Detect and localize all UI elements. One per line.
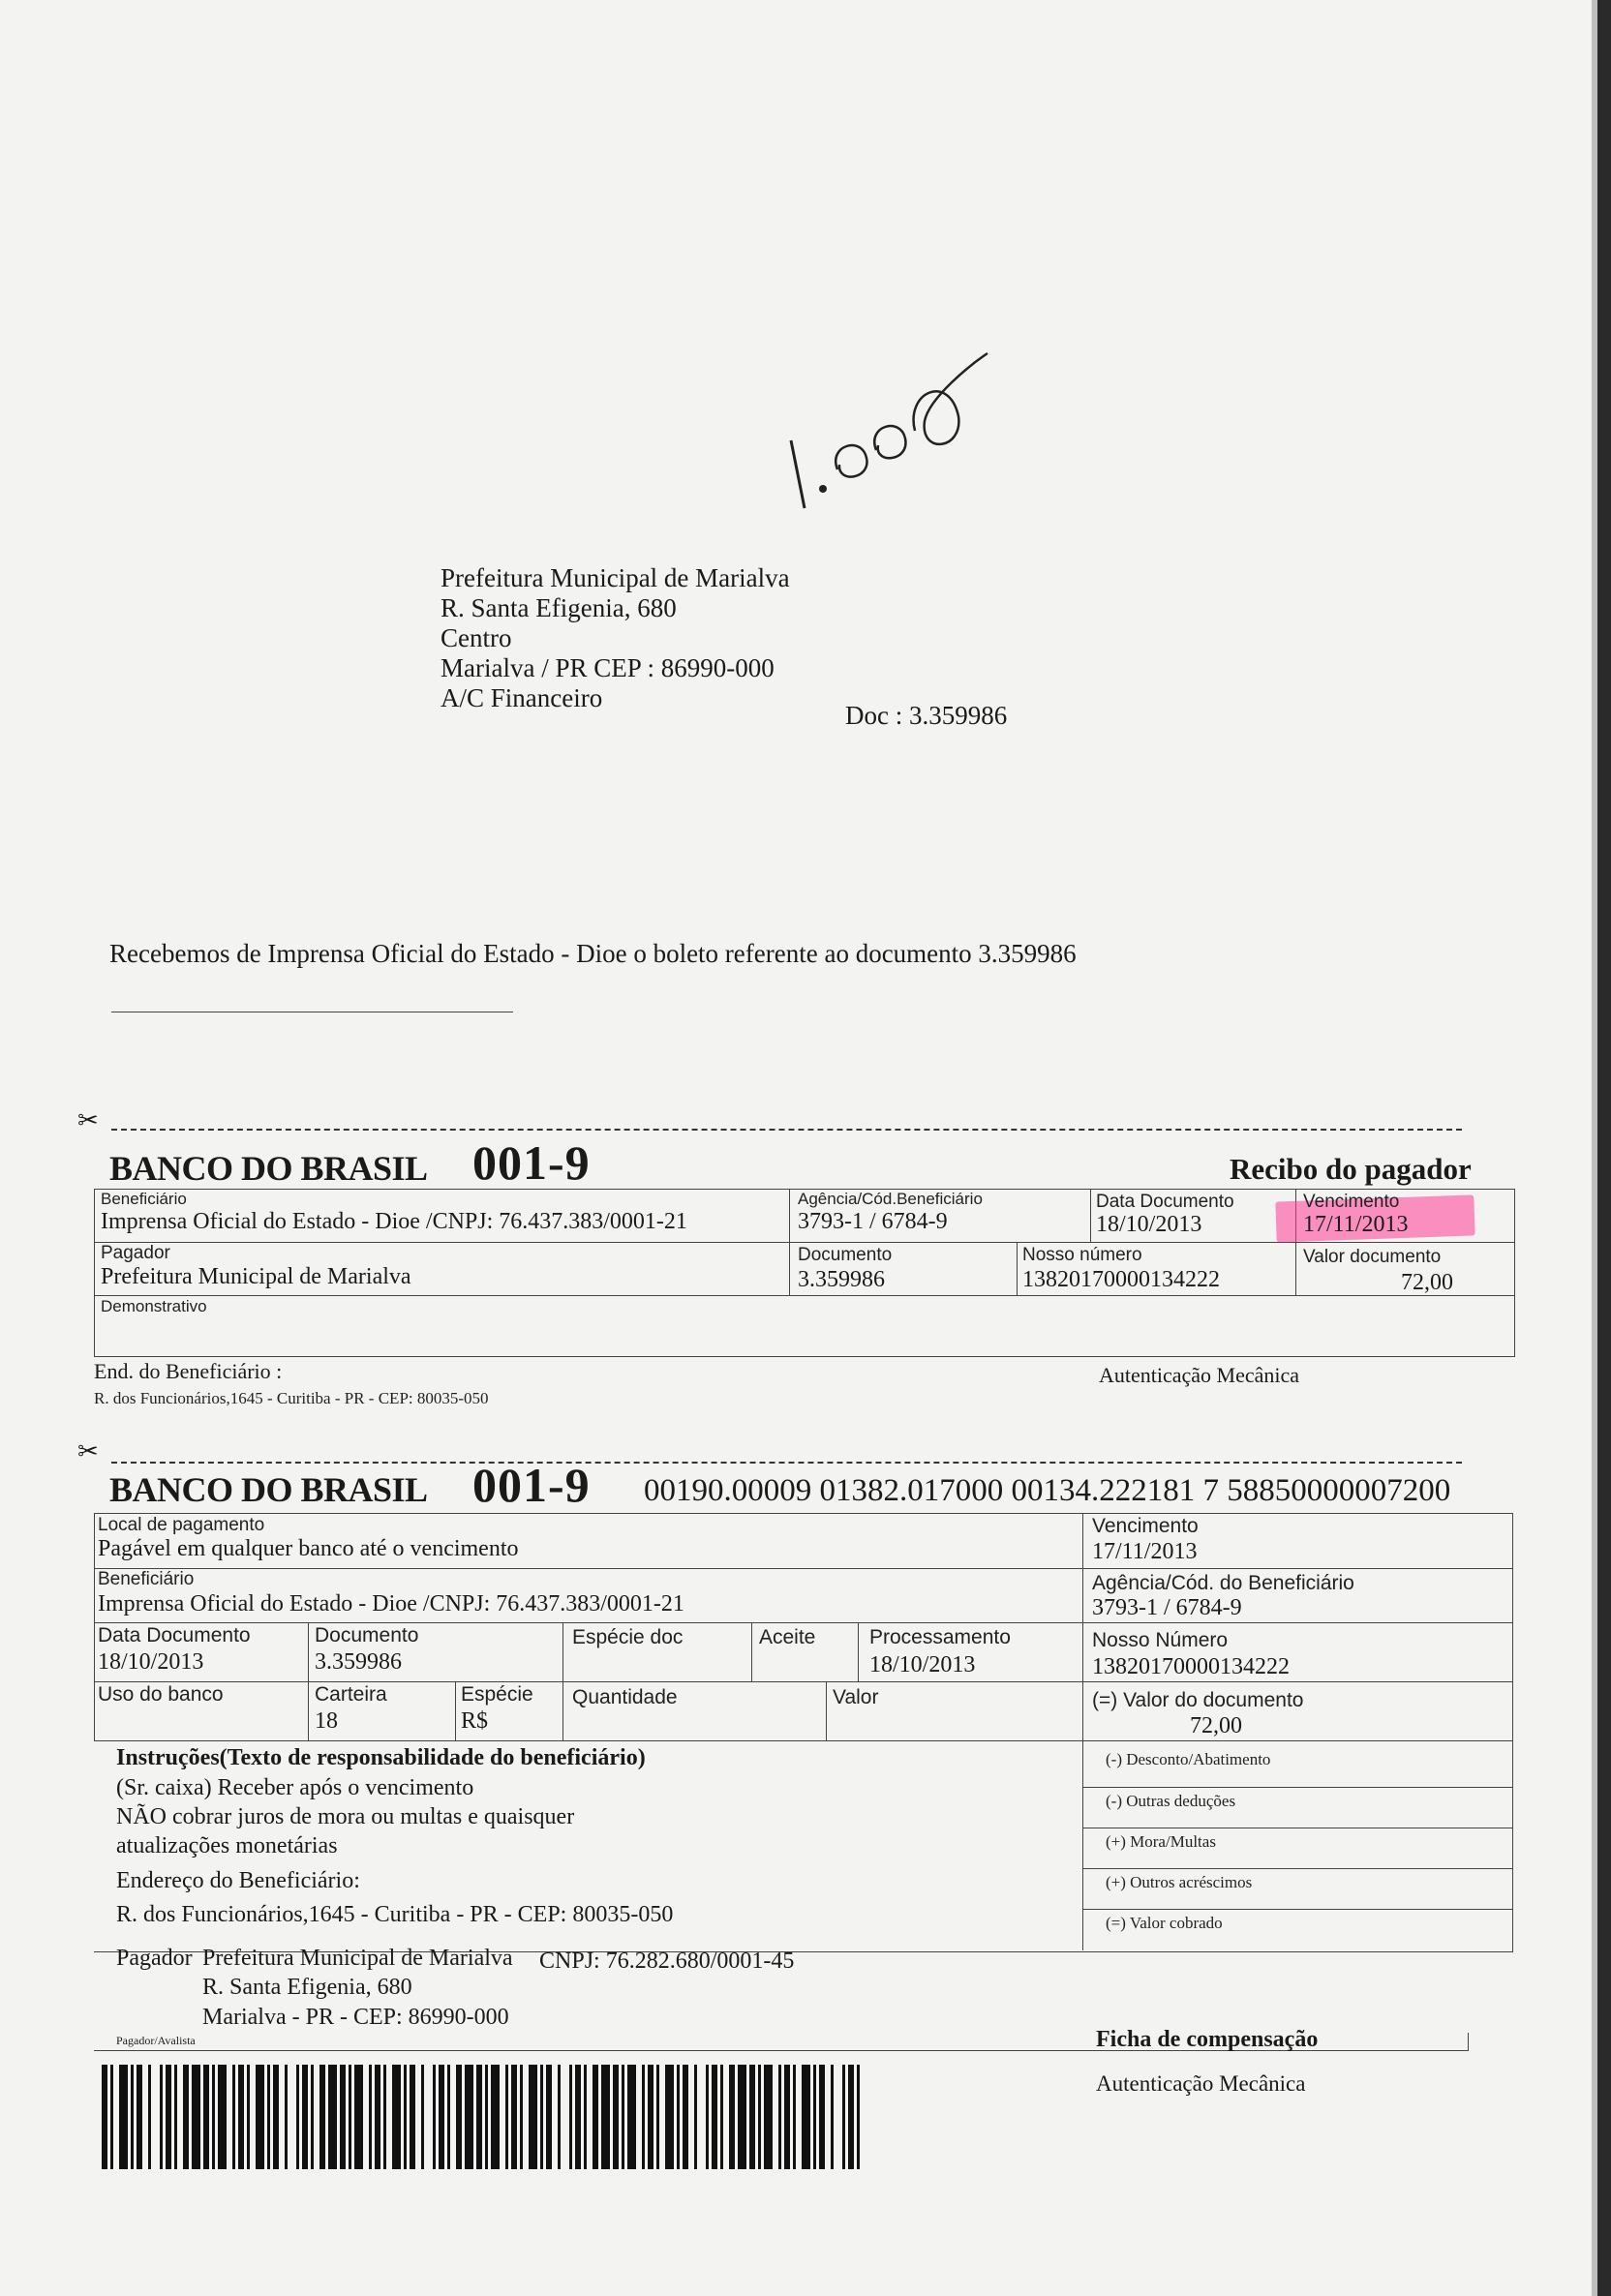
col-line [1082,1513,1083,1950]
barcode-bar [288,2065,296,2169]
pagador-addr: Marialva - PR - CEP: 86990-000 [202,2005,509,2030]
local-pagamento-value: Pagável em qualquer banco até o vencimento [98,1536,519,1561]
autenticacao-mecanica: Autenticação Mecânica [1099,1363,1300,1387]
cut-line [111,1129,1462,1131]
receipt-statement: Recebemos de Imprensa Oficial do Estado - Dioe o boleto referente ao documento 3.359986 [109,939,1077,968]
pagador-label: Pagador [101,1243,170,1263]
scan-edge [1597,0,1611,2296]
row-line [1082,1568,1513,1569]
pagador-cnpj: CNPJ: 76.282.680/0001-45 [539,1949,795,1974]
avalista-label: Pagador/Avalista [116,2034,196,2047]
barcode-bar [561,2065,569,2169]
barcode-bar [151,2065,160,2169]
beneficiario-value: Imprensa Oficial do Estado - Dioe /CNPJ: 76.437.383/0001-21 [98,1591,684,1616]
barcode-bar [601,2065,610,2169]
pagador-label: Pagador [116,1946,193,1971]
end-beneficiario-label: End. do Beneficiário : [94,1359,283,1383]
documento-value: 3.359986 [798,1267,885,1292]
row-line [1082,1868,1513,1869]
valor-doc-label: Valor documento [1303,1247,1442,1267]
especie-label: Espécie [461,1683,533,1706]
data-doc-label: Data Documento [1096,1192,1234,1212]
valor-doc-value: 72,00 [1401,1270,1453,1295]
nosso-numero-value: 13820170000134222 [1092,1654,1290,1679]
processamento-label: Processamento [869,1626,1011,1648]
barcode-bar [424,2065,433,2169]
vencimento-label: Vencimento [1092,1515,1199,1537]
autenticacao-mecanica: Autenticação Mecânica [1096,2071,1306,2096]
barcode-bar [218,2065,227,2169]
barcode-bar [328,2065,337,2169]
row-line [94,1568,1082,1569]
row-line [1082,1909,1513,1910]
cut-line [111,1462,1462,1464]
barcode-bar [529,2065,537,2169]
col-line [858,1622,859,1681]
end-beneficiario-value: R. dos Funcionários,1645 - Curitiba - PR - CEP: 80035-050 [94,1389,489,1407]
barcode-bar [354,2065,363,2169]
row-line [1082,1681,1513,1682]
col-line [455,1681,456,1740]
valor-doc-value: 72,00 [1190,1713,1242,1738]
barcode-bar [627,2065,636,2169]
barcode-bar [834,2065,842,2169]
quantidade-label: Quantidade [572,1686,678,1708]
barcode-bar [192,2065,200,2169]
valor-cobrado-label: (=) Valor cobrado [1106,1914,1223,1932]
beneficiario-label: Beneficiário [98,1569,195,1589]
outros-acrescimos-label: (+) Outros acréscimos [1106,1873,1253,1891]
especie-doc-label: Espécie doc [572,1626,684,1648]
bank-code: 001-9 [472,1458,591,1512]
addressee-line: Marialva / PR CEP : 86990-000 [441,653,775,682]
addressee-block [441,563,790,713]
row-line [1082,1787,1513,1788]
row-line [1082,1622,1513,1623]
ficha-compensacao-label: Ficha de compensação [1096,2027,1319,2052]
barcode-bar [256,2065,264,2169]
carteira-value: 18 [315,1708,338,1734]
aceite-label: Aceite [759,1626,816,1648]
pagador-value: Prefeitura Municipal de Marialva [101,1264,411,1289]
documento-label: Documento [798,1245,893,1265]
vencimento-value: 17/11/2013 [1092,1539,1198,1564]
beneficiario-value: Imprensa Oficial do Estado - Dioe /CNPJ: 76.437.383/0001-21 [101,1209,687,1234]
row-line [94,1242,1514,1243]
barcode-bar [465,2065,473,2169]
recibo-title: Recibo do pagador [1230,1152,1472,1186]
agencia-label: Agência/Cód.Beneficiário [798,1190,983,1208]
col-line [1090,1189,1091,1242]
bank-name: BANCO DO BRASIL [109,1470,428,1509]
agencia-value: 3793-1 / 6784-9 [798,1209,948,1234]
avalista-tick [1468,2033,1469,2050]
valor-label: Valor [833,1686,879,1708]
barcode-bar [491,2065,500,2169]
doc-number: Doc : 3.359986 [845,701,1008,730]
col-line [826,1681,827,1740]
addressee-line: R. Santa Efigenia, 680 [441,593,677,622]
barcode-bar [764,2065,773,2169]
bank-name: BANCO DO BRASIL [109,1149,428,1188]
barcode-bar [802,2065,810,2169]
processamento-value: 18/10/2013 [869,1652,976,1677]
barcode [102,2065,859,2169]
barcode-bar [119,2065,128,2169]
row-line [94,1681,1082,1682]
linha-digitavel: 00190.00009 01382.017000 00134.222181 7 58850000007200 [644,1473,1451,1508]
barcode-bar [697,2065,706,2169]
desconto-label: (-) Desconto/Abatimento [1106,1750,1271,1768]
col-line [562,1622,563,1740]
nosso-numero-label: Nosso Número [1092,1629,1229,1651]
col-line [751,1622,752,1681]
local-pagamento-label: Local de pagamento [98,1515,265,1535]
nosso-numero-value: 13820170000134222 [1022,1267,1220,1292]
handwritten-mark [779,344,1012,513]
barcode-bar [392,2065,401,2169]
vencimento-label: Vencimento [1303,1192,1400,1212]
col-line [308,1622,309,1740]
row-line [94,1740,1082,1741]
col-line [1017,1242,1018,1295]
documento-label: Documento [315,1624,419,1646]
agencia-label: Agência/Cód. do Beneficiário [1092,1572,1354,1594]
addressee-line: Centro [441,623,512,652]
especie-value: R$ [461,1708,489,1734]
row-line [94,1622,1082,1623]
vencimento-value: 17/11/2013 [1303,1212,1409,1237]
carteira-label: Carteira [315,1683,387,1706]
barcode-bar [738,2065,746,2169]
agencia-value: 3793-1 / 6784-9 [1092,1595,1242,1620]
bank-code: 001-9 [472,1135,591,1190]
data-doc-value: 18/10/2013 [1096,1212,1202,1237]
barcode-bar [665,2065,674,2169]
valor-doc-label: (=) Valor do documento [1092,1689,1304,1711]
nosso-numero-label: Nosso número [1022,1245,1142,1265]
barcode-bar [857,2065,860,2169]
endereco-label: Endereço do Beneficiário: [116,1868,360,1893]
pagador-addr: R. Santa Efigenia, 680 [202,1975,412,2000]
row-line [94,1295,1514,1296]
data-doc-value: 18/10/2013 [98,1649,204,1675]
instrucoes-line: atualizações monetárias [116,1833,338,1858]
scissors-icon: ✂ [77,1106,99,1134]
pagador-name: Prefeitura Municipal de Marialva [202,1946,513,1971]
col-line [789,1189,790,1295]
col-line [94,1513,95,1740]
row-line [1082,1740,1513,1741]
data-doc-label: Data Documento [98,1624,251,1646]
instrucoes-line: NÃO cobrar juros de mora ou multas e quaisquer [116,1804,575,1829]
addressee-line: A/C Financeiro [441,683,603,712]
beneficiario-label: Beneficiário [101,1190,187,1208]
addressee-line: Prefeitura Municipal de Marialva [441,563,790,592]
uso-banco-label: Uso do banco [98,1683,224,1706]
demonstrativo-label: Demonstrativo [101,1297,207,1315]
mora-multas-label: (+) Mora/Multas [1106,1832,1216,1851]
documento-value: 3.359986 [315,1649,402,1675]
scissors-icon: ✂ [77,1437,99,1465]
endereco-value: R. dos Funcionários,1645 - Curitiba - PR - CEP: 80035-050 [116,1902,674,1927]
instrucoes-title: Instruções(Texto de responsabilidade do beneficiário) [116,1745,646,1770]
outras-deducoes-label: (-) Outras deduções [1106,1792,1236,1810]
instrucoes-line: (Sr. caixa) Receber após o vencimento [116,1775,474,1800]
